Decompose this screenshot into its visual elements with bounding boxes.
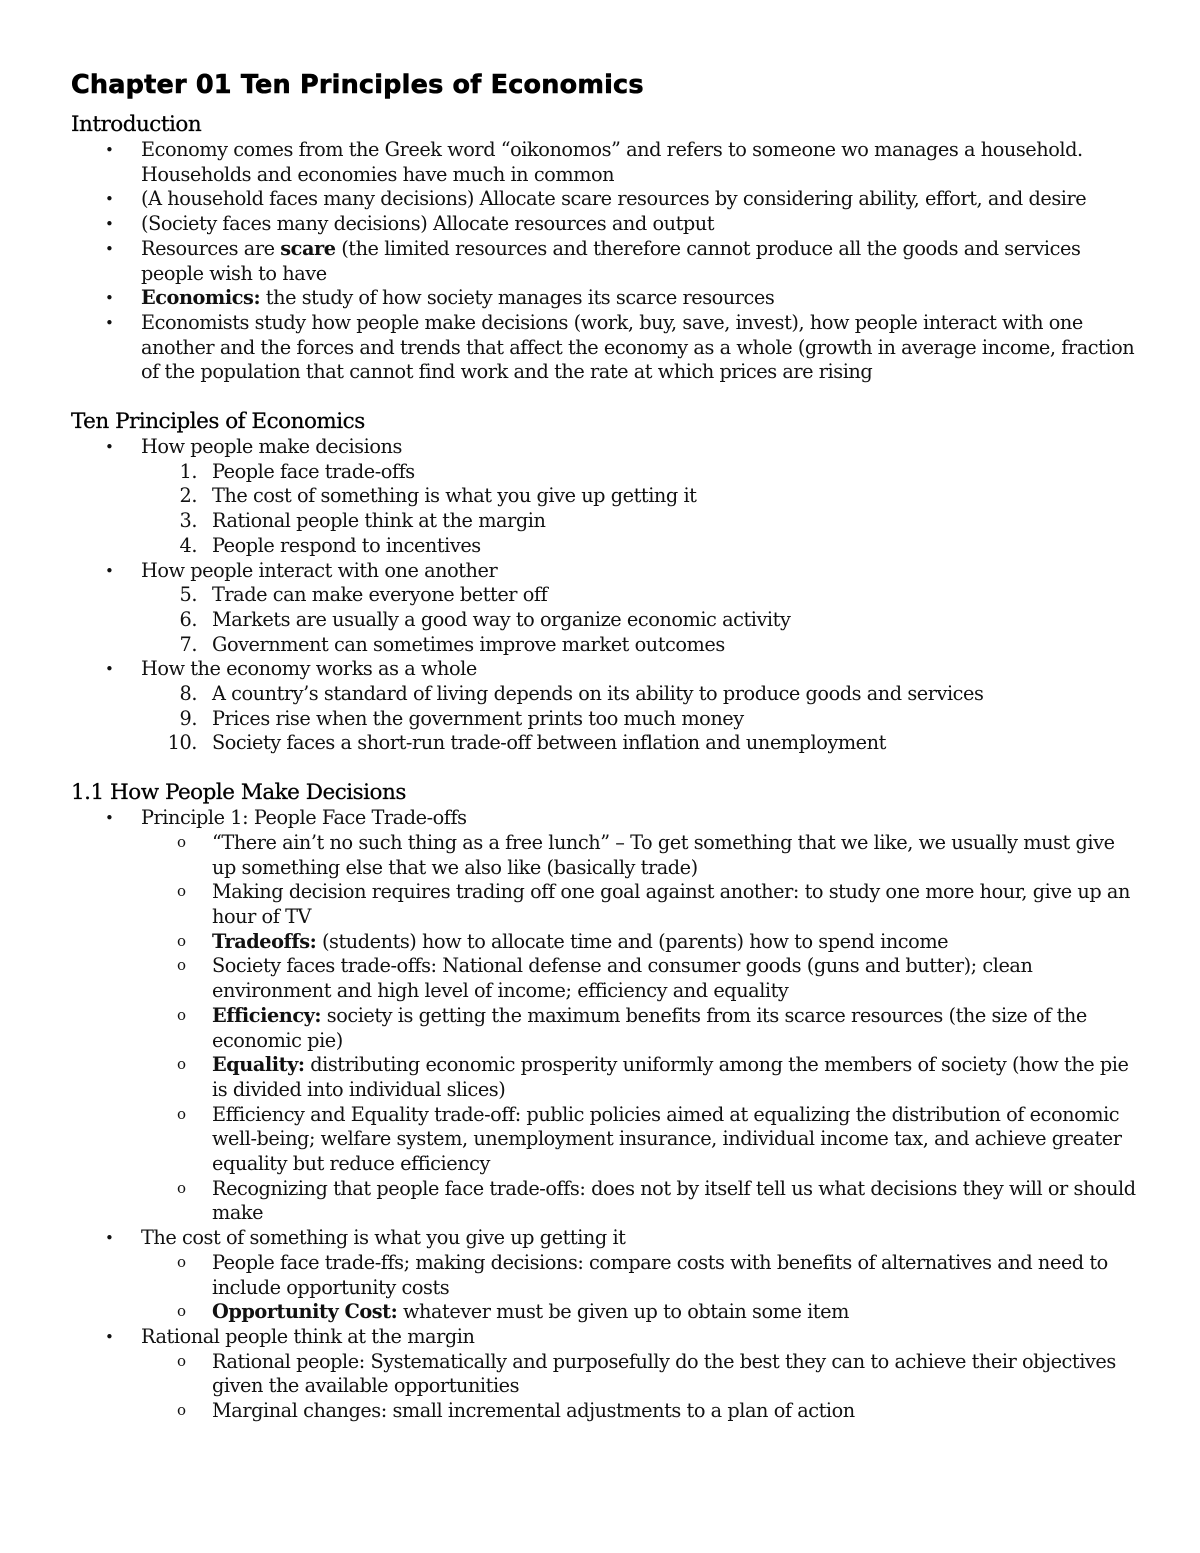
decisions-heading: 1.1 How People Make Decisions xyxy=(71,780,406,806)
list-item: o Marginal changes: small incremental adjustments to a plan of action xyxy=(177,1399,855,1423)
numbered-list xyxy=(71,583,1141,657)
list-item: • Economy comes from the Greek word “oikonomos” and refers to someone wo manages a household. Households and economies have much in common xyxy=(105,138,1083,186)
bold-term: Opportunity Cost: xyxy=(212,1300,398,1324)
bold-term: scare xyxy=(280,236,336,260)
list-item: 10. Society faces a short-run trade-off between inflation and unemployment xyxy=(167,731,886,755)
list-item: 4. People respond to incentives xyxy=(179,533,481,557)
list-item: • Economics: the study of how society manages its scarce resources xyxy=(105,286,775,310)
principle-group: • How the economy works as a whole 8. A country’s standard of living depends on its ability to produce goods and services 9. Prices rise when the government prints too much money 10. Society faces a short-run trade-off between inflation and unemployment xyxy=(71,657,1141,756)
circle-marker: o xyxy=(177,1401,186,1420)
list-item: o Society faces trade-offs: National defense and consumer goods (guns and butter); clean environment and high level of income; efficiency and equality xyxy=(177,954,1033,1003)
decisions-list xyxy=(71,806,1141,1424)
list-item: 7. Government can sometimes improve market outcomes xyxy=(179,632,725,656)
list-item: • (A household faces many decisions) Allocate scare resources by considering ability, effort, and desire xyxy=(105,187,1087,211)
list-item: 8. A country’s standard of living depends on its ability to produce goods and services xyxy=(179,682,984,706)
list-item: o People face trade-ffs; making decisions: compare costs with benefits of alternatives and need to include opportunity costs xyxy=(177,1250,1108,1299)
list-item: • Resources are scare (the limited resources and therefore cannot produce all the goods and services people wish to have xyxy=(105,236,1081,285)
list-item: o Efficiency: society is getting the maximum benefits from its scarce resources (the size of the economic pie) xyxy=(177,1003,1087,1052)
principle-group: • How people interact with one another 5. Trade can make everyone better off 6. Markets are usually a good way to organize economic activity 7. Government can sometimes improve market outcomes xyxy=(71,559,1141,658)
list-item: 1. People face trade-offs xyxy=(179,459,415,483)
bullet-marker: • xyxy=(105,313,114,332)
bullet-marker: • xyxy=(105,190,114,209)
bold-term: Tradeoffs: xyxy=(212,929,317,953)
circle-marker: o xyxy=(177,1055,186,1074)
bullet-marker: • xyxy=(105,215,114,234)
introduction-heading: Introduction xyxy=(71,112,202,137)
bold-term: Economics: xyxy=(141,286,261,310)
principles-heading: Ten Principles of Economics xyxy=(71,409,365,435)
circle-marker: o xyxy=(177,832,186,851)
list-item: o Efficiency and Equality trade-off: public policies aimed at equalizing the distribution of economic well-being; welfare system, unemployment insurance, individual income tax, and achieve greater equality but reduce efficiency xyxy=(177,1102,1122,1176)
list-item: 3. Rational people think at the margin xyxy=(179,509,546,533)
sub-list xyxy=(71,1251,1141,1325)
decision-group: • Principle 1: People Face Trade-offs o “There ain’t no such thing as a free lunch” – To get something that we like, we usually must give up something else that we also like (basically trade) o Making decision requires trading off one goal against another: to study one more hour, give up an hour of TV o Tradeoffs: (students) how to allocate time and (parents) how to spend income o Society faces trade-offs: National defense and consumer goods (guns and butter); clean environment and high level of income; efficiency and equality o Efficiency: society is getting the maximum benefits from its scarce resources (the size of the economic pie) o Equality: distributing economic prosperity uniformly among the members of society (how the pie is divided into individual slices) o Efficiency and Equality trade-off: public policies aimed at equalizing the distribution of economic well-being; welfare system, unemployment insurance, individual income tax, and achieve greater equality but reduce efficiency o Recognizing that people face trade-offs: does not by itself tell us what decisions they will or should make xyxy=(71,806,1141,1226)
principles-list xyxy=(71,435,1141,756)
list-item: o Tradeoffs: (students) how to allocate time and (parents) how to spend income xyxy=(177,929,949,953)
list-item: • Economists study how people make decisions (work, buy, save, invest), how people interact with one another and the forces and trends that affect the economy as a whole (growth in average income, fraction of the population that cannot find work and the rate at which prices are rising xyxy=(105,310,1135,384)
sub-list xyxy=(71,1350,1141,1424)
list-item: o Equality: distributing economic prosperity uniformly among the members of society (how the pie is divided into individual slices) xyxy=(177,1053,1129,1101)
circle-marker: o xyxy=(177,1005,186,1024)
list-item: o Recognizing that people face trade-offs: does not by itself tell us what decisions they will or should make xyxy=(177,1176,1136,1225)
bullet-marker: • xyxy=(105,239,114,258)
circle-marker: o xyxy=(177,956,186,975)
circle-marker: o xyxy=(177,1302,186,1321)
numbered-list xyxy=(71,460,1141,559)
bullet-marker: • xyxy=(105,141,114,159)
bold-term: Equality: xyxy=(212,1053,305,1077)
list-item: o Rational people: Systematically and purposefully do the best they can to achieve their objectives given the available opportunities xyxy=(177,1349,1116,1398)
numbered-list xyxy=(71,682,1141,756)
list-item: 6. Markets are usually a good way to organize economic activity xyxy=(179,607,791,631)
circle-marker: o xyxy=(177,1252,186,1271)
sub-list xyxy=(71,831,1141,1226)
principle-group: • How people make decisions 1. People face trade-offs 2. The cost of something is what you give up getting it 3. Rational people think at the margin 4. People respond to incentives xyxy=(71,435,1141,559)
list-item: • (Society faces many decisions) Allocate resources and output xyxy=(105,212,715,236)
list-item: o “There ain’t no such thing as a free lunch” – To get something that we like, we usually must give up something else that we also like (basically trade) xyxy=(177,830,1115,879)
list-item: 9. Prices rise when the government prints too much money xyxy=(179,706,744,730)
introduction-list xyxy=(71,138,1141,385)
circle-marker: o xyxy=(177,1104,186,1123)
document-title: Chapter 01 Ten Principles of Economics xyxy=(71,70,644,100)
decision-group: • Rational people think at the margin o Rational people: Systematically and purposefully do the best they can to achieve their objectives given the available opportunities o Marginal changes: small incremental adjustments to a plan of action xyxy=(71,1325,1141,1424)
bullet-marker: • xyxy=(105,1229,114,1248)
document-page xyxy=(71,68,1141,1424)
circle-marker: o xyxy=(177,1178,186,1197)
bullet-marker: • xyxy=(105,660,114,679)
list-item: 2. The cost of something is what you give up getting it xyxy=(179,484,697,508)
circle-marker: o xyxy=(177,882,186,901)
bullet-marker: • xyxy=(105,561,114,580)
bullet-marker: • xyxy=(105,809,114,828)
list-item: o Making decision requires trading off one goal against another: to study one more hour, give up an hour of TV xyxy=(177,880,1130,928)
list-item: 5. Trade can make everyone better off xyxy=(179,583,548,607)
circle-marker: o xyxy=(177,931,186,950)
circle-marker: o xyxy=(177,1351,186,1370)
bullet-marker: • xyxy=(105,1327,114,1346)
bullet-marker: • xyxy=(105,289,114,308)
list-item: o Opportunity Cost: whatever must be given up to obtain some item xyxy=(177,1300,849,1324)
bold-term: Efficiency: xyxy=(212,1003,322,1027)
bullet-marker: • xyxy=(105,438,114,457)
decision-group: • The cost of something is what you give up getting it o People face trade-ffs; making decisions: compare costs with benefits of alternatives and need to include opportunity costs o Opportunity Cost: whatever must be given up to obtain some item xyxy=(71,1226,1141,1325)
